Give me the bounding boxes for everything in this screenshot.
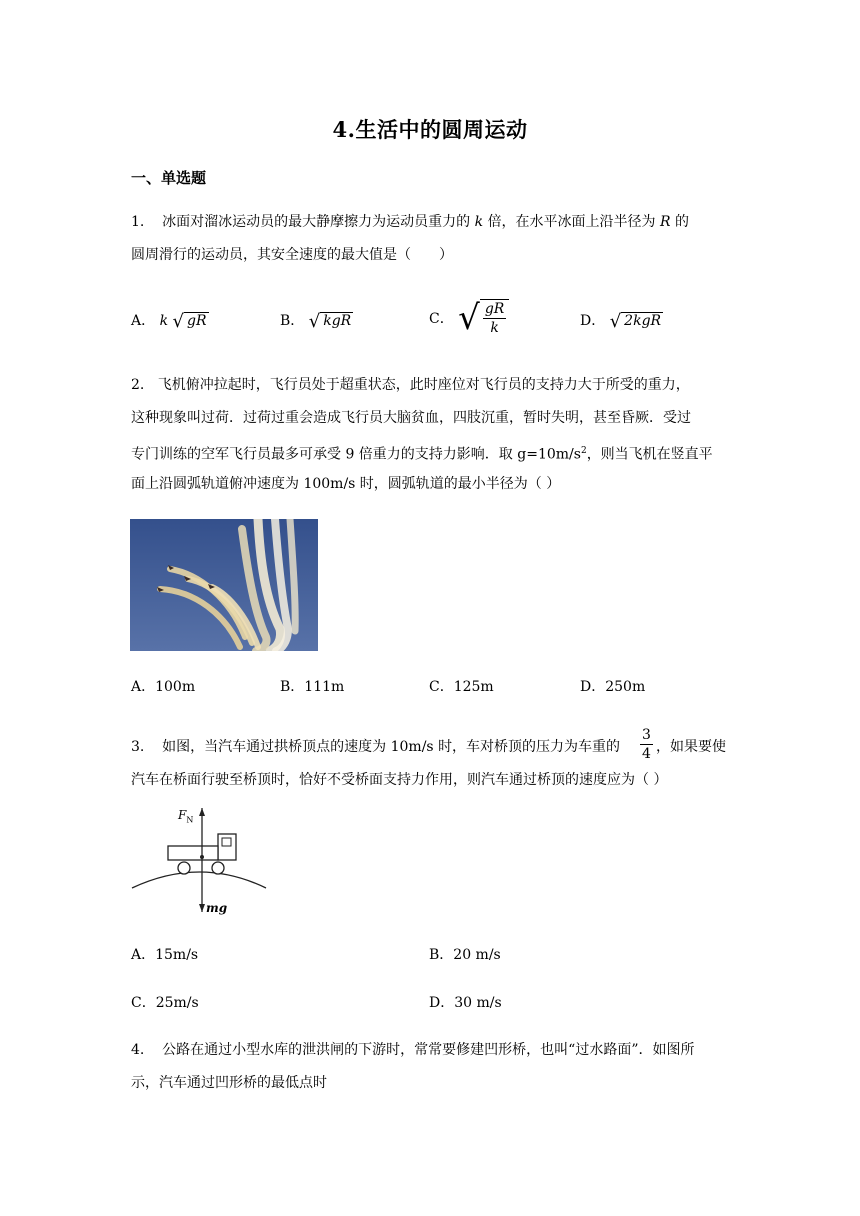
q3-text-1a: 如图，当汽车通过拱桥顶点的速度为 10m/s 时，车对桥顶的压力为车重的: [162, 739, 621, 755]
q1-option-c-sqrt-symbol: √: [458, 298, 480, 338]
q1-option-c[interactable]: [429, 298, 509, 338]
q4-number: 4.: [131, 1042, 145, 1058]
q2-line2: 这种现象叫过荷．过荷过重会造成飞行员大脑贫血，四肢沉重，暂时失明，甚至昏厥．受过: [131, 410, 691, 426]
q4-text-1: 公路在通过小型水库的泄洪闸的下游时，常常要修建凹形桥，也叫“过水路面”．如图所: [162, 1042, 695, 1058]
q2-text-1: 飞机俯冲拉起时，飞行员处于超重状态，此时座位对飞行员的支持力大于所受的重力，: [157, 377, 690, 393]
q2-option-b[interactable]: B．111m: [280, 679, 345, 695]
q4-line2: 示，汽车通过凹形桥的最低点时: [131, 1075, 327, 1091]
q1-option-c-denominator: k: [490, 320, 499, 336]
q1-k: k: [474, 214, 484, 230]
q1-option-d-radicand: 2kgR: [621, 312, 663, 329]
q3-bridge-figure: [130, 808, 270, 918]
q2-line3: [131, 441, 713, 465]
q3-fn-subscript: N: [186, 815, 194, 825]
q1-option-b-radicand: kgR: [320, 312, 353, 329]
q2-number: 2.: [131, 377, 145, 393]
page-title: 4.生活中的圆周运动: [332, 117, 528, 142]
q3-fraction: [640, 726, 653, 763]
q1-option-b[interactable]: [280, 310, 353, 332]
q1-option-a-coef: k: [159, 313, 169, 329]
q3-line2: 汽车在桥面行驶至桥顶时，恰好不受桥面支持力作用，则汽车通过桥顶的速度应为（ ）: [131, 772, 668, 788]
q2-airshow-image: [130, 519, 318, 651]
q1-option-a-radicand: gR: [184, 312, 209, 329]
q3-option-c[interactable]: C．25m/s: [131, 995, 199, 1011]
q1-option-b-sqrt: √ kgR: [308, 310, 352, 332]
q2-superscript: 2: [580, 446, 587, 456]
q3-option-b[interactable]: B．20 m/s: [429, 947, 501, 963]
q1-option-c-numerator: gR: [484, 301, 505, 317]
q1-R: R: [660, 214, 671, 230]
q2-text-3a: 专门训练的空军飞行员最多可承受 9 倍重力的支持力影响．取 g=10m/s: [131, 446, 581, 463]
q1-option-c-fraction: [480, 299, 510, 337]
q1-option-a[interactable]: [131, 310, 209, 332]
q1-line2: 圆周滑行的运动员，其安全速度的最大值是（ ）: [131, 247, 453, 263]
q1-option-d-sqrt: √ 2kgR: [609, 310, 662, 332]
q1-option-d-label: D．: [580, 313, 606, 329]
q1-text-b: 倍，在水平冰面上沿半径为: [487, 214, 656, 230]
q3-line1: [131, 737, 620, 757]
q4-line1: [131, 1040, 694, 1060]
q3-mg-label: mg: [206, 901, 228, 915]
q3-fn-symbol: F: [178, 808, 187, 822]
q2-option-d[interactable]: D．250m: [580, 679, 646, 695]
q2-text-3b: ，则当飞机在竖直平: [586, 446, 713, 463]
q3-option-a[interactable]: A．15m/s: [131, 947, 199, 963]
q3-fraction-numerator: 3: [642, 727, 651, 743]
q2-option-a[interactable]: A．100m: [131, 679, 196, 695]
q1-number: 1.: [131, 214, 145, 230]
q3-fraction-denominator: 4: [642, 746, 651, 762]
q1-option-a-label: A．: [131, 313, 156, 329]
q2-line4: 面上沿圆弧轨道俯冲速度为 100m/s 时，圆弧轨道的最小半径为（ ）: [131, 476, 561, 492]
q1-option-d[interactable]: [580, 310, 663, 332]
q2-line1: [131, 375, 690, 395]
q3-fn-label: [178, 808, 193, 824]
q1-option-c-label: C．: [429, 311, 454, 327]
q1-line1: [131, 212, 689, 232]
q2-option-c[interactable]: C．125m: [429, 679, 494, 695]
section-heading: 一、单选题: [131, 169, 207, 187]
q1-option-a-sqrt: √ gR: [172, 310, 207, 332]
q3-number: 3.: [131, 739, 145, 755]
q3-option-d[interactable]: D．30 m/s: [429, 995, 502, 1011]
q3-text-1b: ，如果要使: [656, 739, 726, 755]
q1-text-c: 的: [675, 214, 690, 230]
q1-option-b-label: B．: [280, 313, 305, 329]
q1-text-a: 冰面对溜冰运动员的最大静摩擦力为运动员重力的: [162, 214, 471, 230]
